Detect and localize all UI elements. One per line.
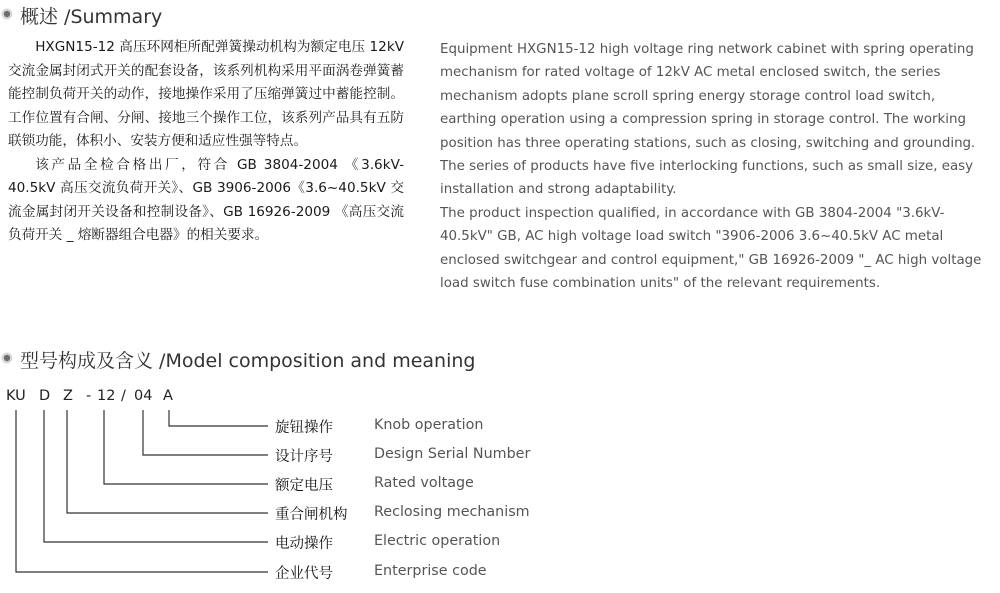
meaning-zh-design-serial: 设计序号: [275, 449, 333, 465]
meaning-zh-knob-operation: 旋钮操作: [275, 420, 333, 436]
connector-knob-operation: [169, 410, 268, 426]
connector-electric-operation: [44, 410, 268, 542]
code-part-dash: -: [86, 388, 92, 404]
meaning-en-enterprise-code: Enterprise code: [374, 563, 487, 579]
meaning-zh-rated-voltage: 额定电压: [275, 478, 333, 494]
connector-enterprise-code: [16, 410, 268, 572]
connector-design-serial: [143, 410, 268, 455]
code-part-12: 12: [97, 388, 116, 404]
summary-heading: 概述 /Summary: [20, 6, 163, 28]
meaning-zh-enterprise-code: 企业代号: [275, 566, 333, 582]
meaning-en-design-serial: Design Serial Number: [374, 446, 531, 462]
summary-en-paragraph-1: Equipment HXGN15-12 high voltage ring network cabinet with spring operating mechanism for rated voltage of 12kV AC metal enclosed switch, the series mechanism adopts plane scroll spring energy storage control load switch, earthing operation using a compression spring in storage control. The working position has three operating stations, such as closing, switching and grounding. The series of products have five interlocking functions, such as small size, easy installation and strong adaptability.: [440, 42, 976, 198]
meaning-zh-electric-operation: 电动操作: [275, 536, 333, 552]
code-part-a: A: [163, 388, 173, 404]
code-part-slash: /: [121, 388, 126, 404]
code-part-ku: KU: [6, 388, 26, 404]
summary-en-paragraph-2: The product inspection qualified, in accordance with GB 3804-2004 "3.6kV-40.5kV" GB, AC high voltage load switch "3906-2006 3.6~40.5kV AC metal enclosed switchgear and control equipment," GB 16926-2009 "_ AC high voltage load switch fuse combination units" of the relevant requirements.: [440, 205, 982, 292]
meaning-zh-reclosing: 重合闸机构: [275, 507, 348, 523]
code-part-d: D: [39, 388, 51, 404]
summary-zh-paragraph-2: 该产品全检合格出厂，符合 GB 3804-2004 《3.6kV-40.5kV 高压交流负荷开关》、GB 3906-2006《3.6~40.5kV 交流金属封闭开关设备和控制设备》、GB 16926-2009 《高压交流负荷开关 _ 熔断器组合电器》的相关要求。: [8, 156, 404, 243]
meaning-en-rated-voltage: Rated voltage: [374, 475, 474, 491]
summary-zh-paragraph-1: HXGN15-12 高压环网柜所配弹簧操动机构为额定电压 12kV 交流金属封闭式开关的配套设备，该系列机构采用平面涡卷弹簧蓄能控制负荷开关的动作，接地操作采用了压缩弹簧过中蓄能控制。工作位置有合闸、分闸、接地三个操作工位，该系列产品具有五防联锁功能，体积小、安装方便和适应性强等特点。: [8, 39, 404, 149]
code-part-04: 04: [134, 388, 153, 404]
meaning-en-reclosing: Reclosing mechanism: [374, 504, 530, 520]
meaning-en-electric-operation: Electric operation: [374, 533, 501, 549]
code-part-z: Z: [63, 388, 73, 404]
connector-rated-voltage: [104, 410, 268, 484]
model-heading: 型号构成及含义 /Model composition and meaning: [20, 350, 476, 372]
meaning-en-knob-operation: Knob operation: [374, 417, 484, 433]
